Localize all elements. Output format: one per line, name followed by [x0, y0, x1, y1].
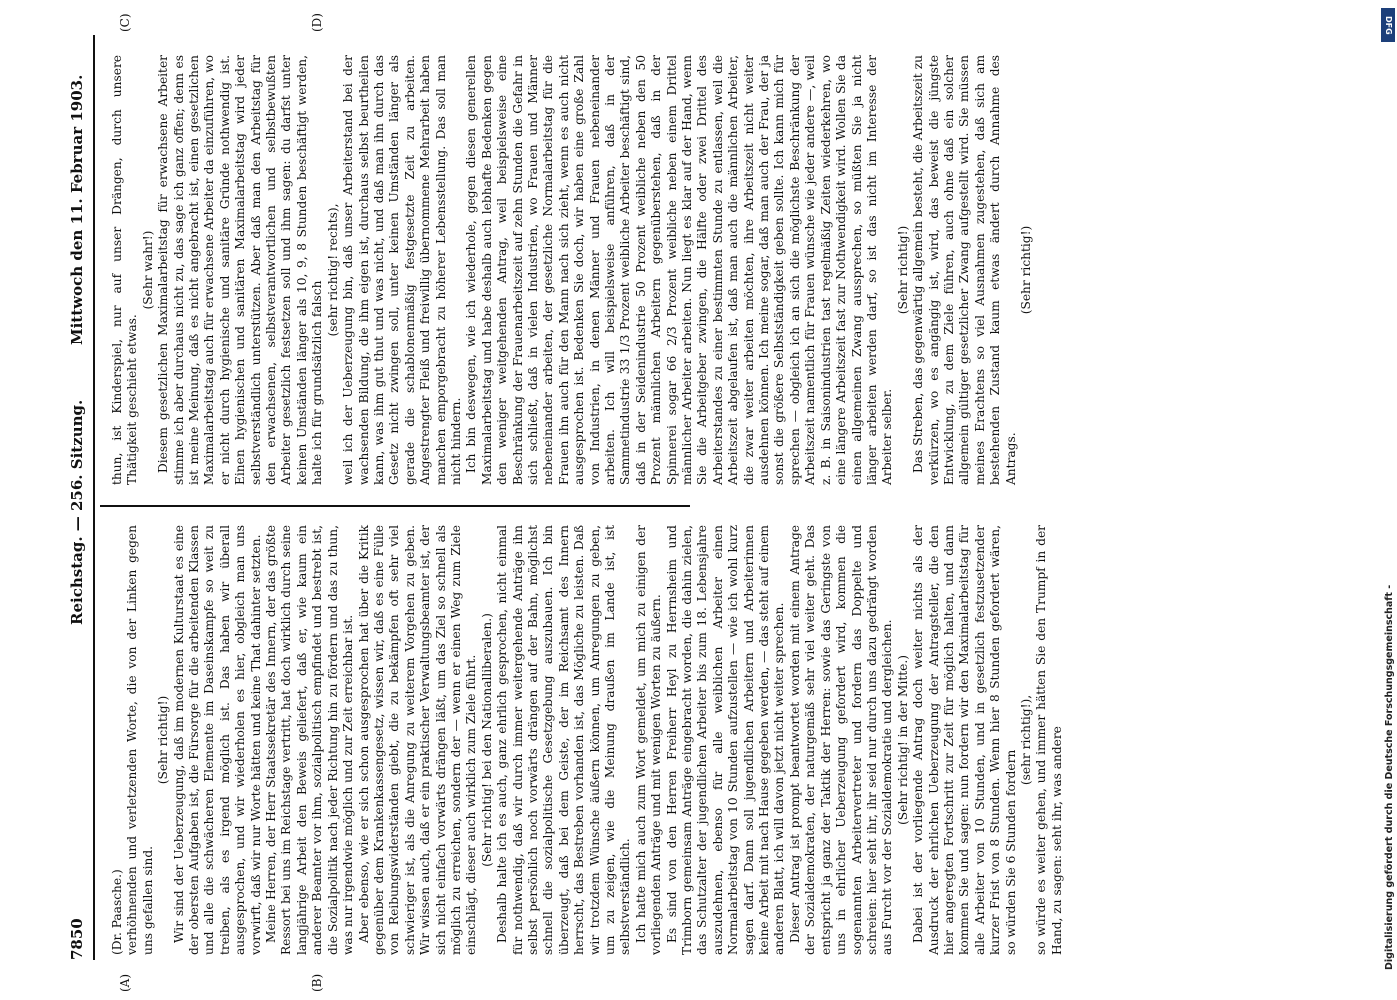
interjection: (Sehr wahr!)	[140, 230, 155, 310]
interjection: (Sehr richtig!)	[895, 225, 910, 315]
page-header	[62, 35, 96, 960]
paragraph: verhöhnenden und verletzenden Worte, die von der Linken gegen uns gefallen sind.	[125, 525, 155, 955]
digitization-credit: Digitalisierung gefördert durch die Deutsche Forschungsgemeinschaft -	[1384, 584, 1395, 970]
interjection: (Sehr richtig! in der Mitte.)	[895, 655, 910, 825]
header-rule	[93, 35, 95, 960]
paragraph: Meine Herren, der Herr Staatssekretär des Innern, der das größte Ressort bei uns im Reichstage vertritt, hat doch wirklich durch seine langjährige Arbeit den Beweis geliefert, daß er, wie kaum ein anderer Beamter vor ihm, sozialpolitisch empfindet und bestrebt ist, die Sozialpolitik nach jeder Richtung hin zu fördern und das zu thun, was nur irgendwie möglich und zur Zeit erreichbar ist.	[264, 525, 356, 955]
paragraph: Deshalb halte ich es auch, ganz ehrlich gesprochen, nicht einmal für nothwendig, daß wir durch immer weitergehende Anträge ihn selbst persönlich noch vorwärts drängen auf der Bahn, möglichst schnell die sozialpolitische Gesetzgebung auszubauen. Ich bin überzeugt, daß bei dem Geiste, der im Reichsamt des Innern herrscht, das Bestreben vorhanden ist, das Mögliche zu leisten. Daß wir trotzdem Wünsche äußern können, um Anregungen zu geben, um zu zeigen, wie die Meinung draußen im Lande ist, ist selbstverständlich.	[495, 525, 633, 955]
page-number: 7850	[68, 918, 86, 960]
paragraph: so würde es weiter gehen, und immer hätten Sie den Trumpf in der Hand, zu sagen: seht ihr, was andere	[1034, 525, 1064, 955]
paragraph: Ich bin deswegen, wie ich wiederhole, gegen diesen generellen Maximalarbeitstag und habe deshalb auch lebhafte Bedenken gegen den weniger weitgehenden Antrag, weil beispielsweise eine Beschränkung der Frauenarbeitszeit auf zehn Stunden die Gefahr in sich schließt, daß in vielen Industrien, wo Frauen und Männer nebeneinander arbeiten, der gesetzliche Normalarbeitstag für die Frauen ihn auch für den Mann nach sich zieht, wenn es auch nicht ausgesprochen ist. Bedenken Sie doch, wir haben eine große Zahl von Industrien, in denen Männer und Frauen nebeneinander arbeiten. Ich will beispielsweise anführen, daß in der Sammetindustrie 33 1/3 Prozent weibliche Arbeiter beschäftigt sind, daß in der Seidenindustrie 50 Prozent weibliche neben den 50 Prozent männlichen Arbeitern gegenüberstehen, daß in der Spinnerei sogar 66 2/3 Prozent weibliche neben einem Drittel männlicher Arbeiter arbeiten. Nun liegt es klar auf der Hand, wenn Sie die Arbeitgeber zwingen, die Hälfte oder zwei Drittel des Arbeiterstandes zu einer bestimmten Stunde zu entlassen, weil die Arbeitszeit abgelaufen ist, daß man auch die männlichen Arbeiter, die zwar weiter arbeiten möchten, ihre Arbeitszeit nicht weiter ausdehnen können. Ich meine sogar, daß man auch der Frau, der ja sonst die größere Selbstständigkeit geben sollte. Ich kann mich für sprechen — obgleich ich an sich die möglichste Beschränkung der Arbeitszeit namentlich für Frauen wünsche wie jeder andere —, weil z. B. in Saisonindustrien tast regelmäßig Zeiten wiederkehren, wo eine längere Arbeitszeit fast zur Nothwendigkeit wird. Wollen Sie da einen allgemeinen Zwang aussprechen, so müßten Sie ja nicht länger arbeiten werden darf, so ist das nicht im Interesse der Arbeiter selber.	[464, 55, 895, 485]
margin-mark-b: (B)	[310, 973, 324, 992]
right-column	[110, 55, 1033, 485]
column-divider	[100, 505, 690, 507]
interjection: (Sehr richtig!)	[156, 695, 171, 785]
paragraph: Diesem gesetzlichen Maximalarbeitstag für erwachsene Arbeiter stimme ich aber durchaus nicht zu, das sage ich ganz offen; denn es ist meine Meinung, daß es nicht angebracht ist, einen gesetzlichen Maximalarbeitstag auch für erwachsene Arbeiter da einzuführen, wo er nicht durch hygienische und sanitäre Gründe nothwendig ist. Einen hygienischen und sanitären Maximalarbeitstag wird jeder selbstverständlich unterstützen. Aber daß man den Arbeitstag für den erwachsenen, selbstverantwortlichen und selbstbewußten Arbeiter gesetzlich festsetzen soll und ihm sagen: du darfst unter keinen Umständen länger als 10, 9, 8 Stunden beschäftigt werden, halte ich für grundsätzlich falsch	[156, 55, 325, 485]
paragraph: Wir sind der Ueberzeugung, daß im modernen Kulturstaat es eine der obersten Aufgaben ist, die Fürsorge für die arbeitenden Klassen und alle die schwächeren Elemente im Daseinskampfe so weit zu treiben, als es irgend möglich ist. Das haben wir überall ausgesprochen, und wir wiederholen es hier, obgleich man uns vorwirft, daß wir nur Worte hätten und keine That dahinter setzten.	[171, 525, 263, 955]
margin-mark-a: (A)	[118, 973, 132, 992]
paragraph: Es sind von den Herren Freiherr Heyl zu Herrnsheim und Trimborn gemeinsam Anträge eingebracht worden, die dahin zielen, das Schutzalter der jugendlichen Arbeiter bis zum 18. Lebensjahre auszudehnen, ebenso für alle weiblichen Arbeiter einen Normalarbeitstag von 10 Stunden aufzustellen — wie ich wohl kurz sagen darf. Dann soll jugendlichen Arbeitern und Arbeiterinnen keine Arbeit mit nach Hause gegeben werden, — das steht auf einem anderen Blatt, ich will davon jetzt nicht weiter sprechen.	[664, 525, 787, 955]
interjection: (sehr richtig! rechts),	[325, 203, 340, 337]
margin-mark-d: (D)	[310, 13, 324, 32]
paragraph: weil ich der Ueberzeugung bin, daß unser Arbeiterstand bei der wachsenden Bildung, die ihm eigen ist, durchaus selbst beurtheilen kann, was ihm gut thut und was nicht, und daß man ihn durch das Gesetz nicht zwingen soll, unter keinen Umständen länger als gerade die schablonenmäßig festgesetzte Zeit zu arbeiten. Angestrengter Fleiß und freiwillig übernommene Mehrarbeit haben manchen emporgebracht zu höherer Lebensstellung. Das soll man nicht hindern.	[341, 55, 463, 485]
page-date: Mittwoch den 11. Februar 1903.	[68, 74, 86, 345]
left-column	[110, 525, 1064, 955]
interjection: (Sehr richtig!)	[1018, 225, 1033, 315]
interjection: (Sehr richtig! bei den Nationalliberalen.)	[479, 613, 494, 867]
dfg-logo: DFG	[1381, 8, 1395, 42]
paragraph: Dabei ist der vorliegende Antrag doch weiter nichts als der Ausdruck der ehrlichen Ueberzeugung der Antragsteller, die den hier angeregten Fortschritt zur Zeit für möglich halten, und dann kommen Sie und sagen: nun fordern wir den Maximalarbeitstag für alle Arbeiter von 10 Stunden, und in gesetzlich festzusetzender kurzer Frist von 8 Stunden. Wenn hier 8 Stunden gefordert wären, so würden Sie 6 Stunden fordern	[911, 525, 1018, 955]
paragraph: thun, ist Kinderspiel, nur auf unser Drängen, durch unsere Thätigkeit geschieht etwas.	[110, 55, 140, 485]
interjection: (sehr richtig!),	[1018, 694, 1033, 786]
speaker-label: (Dr. Paasche.)	[110, 869, 124, 955]
paragraph: Aber ebenso, wie er sich schon ausgesprochen hat über die Kritik gegenüber dem Krankenkassengesetz, wissen wir, daß es eine Fülle von Reibungswiderständen giebt, die zu bekämpfen oft sehr viel schwieriger ist, als die Anregung zu weiterem Vorgehen zu geben. Wir wissen auch, daß er ein praktischer Verwaltungsbeamter ist, der sich nicht einfach vorwärts drängen läßt, um das Ziel so schnell als möglich zu erreichen, sondern der — wenn er einen Weg zum Ziele einschlägt, dieser auch wirklich zum Ziele führt.	[356, 525, 479, 955]
paragraph: Dieser Antrag ist prompt beantwortet worden mit einem Antrage der Sozialdemokraten, der naturgemäß sehr viel weiter geht. Das entspricht ja ganz der Taktik der Herren: sowie das Geringste von uns in ehrlicher Ueberzeugung gefordert wird, kommen die sogenannten Arbeitervertreter und fordern das Doppelte und schreien: hier seht ihr, ihr seid nur durch uns dazu gedrängt worden aus Furcht vor der Sozialdemokratie und dergleichen.	[787, 525, 895, 955]
paragraph: Ich hatte mich auch zum Wort gemeldet, um mich zu einigen der vorliegenden Anträge und mit wenigen Worten zu äußern.	[633, 525, 664, 955]
margin-mark-c: (C)	[118, 13, 132, 32]
page-title: Reichstag. — 256. Sitzung.	[68, 399, 86, 625]
paragraph: Das Streben, das gegenwärtig allgemein besteht, die Arbeitszeit zu verkürzen, wo es angängig ist, wird, das beweist die jüngste Entwicklung, zu dem Ziele führen, auch ohne daß ein solcher allgemein gültiger gesetzlicher Zwang aufgestellt wird. Sie müssen meines Erachtens so viel Ausnahmen zugestehen, daß sich am bestehenden Zustand kaum etwas ändert durch Annahme des Antrags.	[911, 55, 1018, 485]
